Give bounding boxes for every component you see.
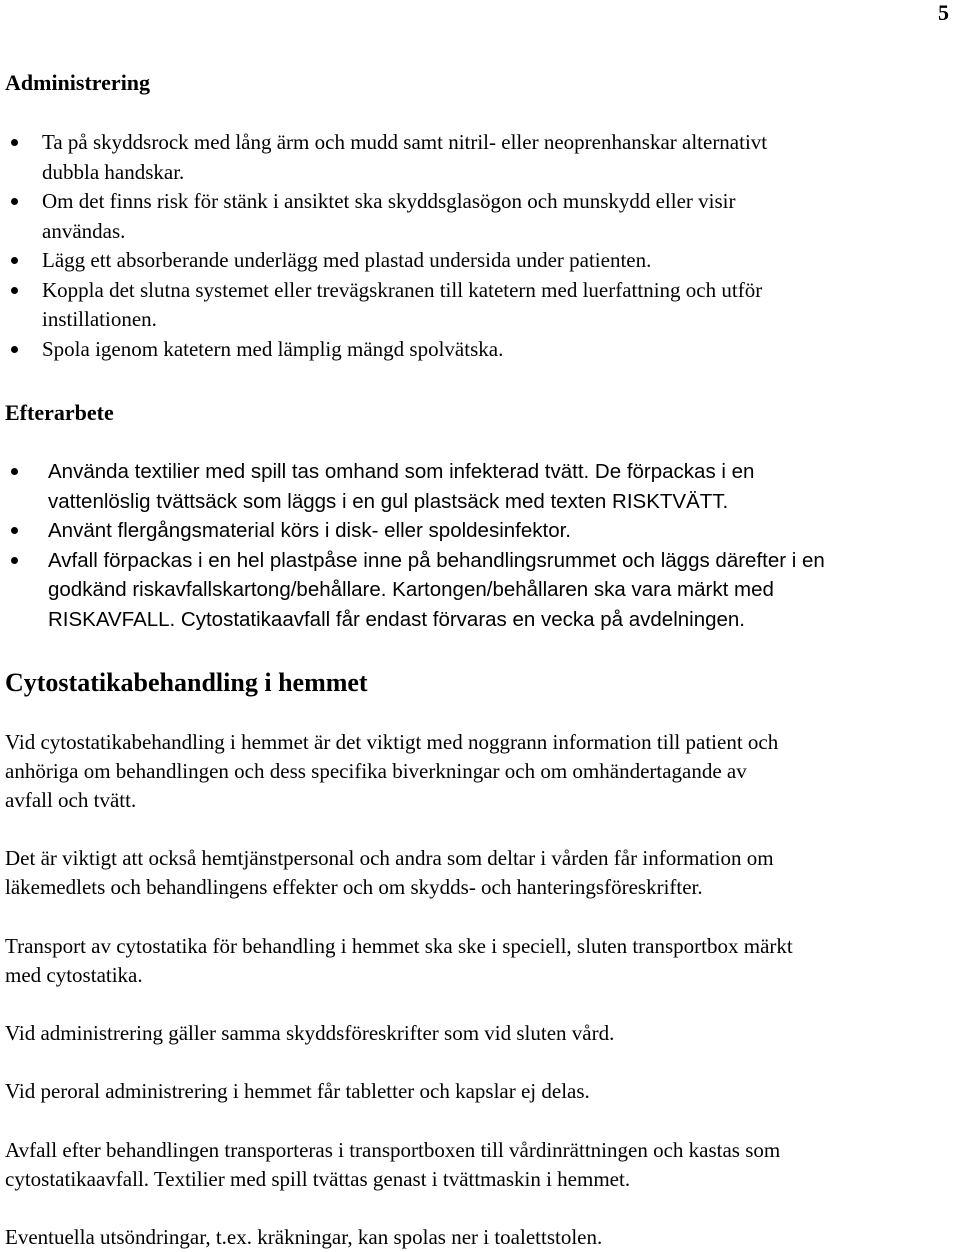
section-heading-administrering: Administrering [5, 70, 151, 95]
administrering-list [42, 128, 942, 364]
list-item-line: Använt flergångsmaterial körs i disk- eller spoldesinfektor. [48, 519, 571, 542]
list-item [42, 187, 942, 246]
list-item [48, 546, 948, 635]
list-item [42, 335, 942, 365]
paragraph [5, 728, 955, 815]
list-item-line: vattenlöslig tvättsäck som läggs i en gul plastsäck med texten RISKTVÄTT. [48, 489, 729, 513]
paragraph-line: Avfall efter behandlingen transporteras i transportboxen till vårdinrättningen och kastas som [5, 1138, 781, 1162]
paragraph-line: Vid cytostatikabehandling i hemmet är det viktigt med noggrann information till patient och [5, 730, 779, 754]
paragraph-line: cytostatikaavfall. Textilier med spill tvättas genast i tvättmaskin i hemmet. [5, 1167, 631, 1191]
paragraph-line: avfall och tvätt. [5, 788, 137, 812]
paragraph-line: Eventuella utsöndringar, t.ex. kräkningar, kan spolas ner i toalettstolen. [5, 1225, 603, 1249]
bullet-icon [11, 346, 18, 353]
bullet-icon [11, 139, 18, 146]
list-item [42, 276, 942, 335]
list-item-line: Lägg ett absorberande underlägg med plastad undersida under patienten. [42, 248, 652, 272]
page-number: 5 [938, 0, 949, 25]
paragraph [5, 1136, 955, 1194]
list-item-line: instillationen. [42, 307, 157, 331]
list-item-line: användas. [42, 218, 126, 243]
section-heading-hemmet: Cytostatikabehandling i hemmet [5, 668, 368, 697]
list-item-line: Ta på skyddsrock med lång ärm och mudd samt nitril- eller neoprenhanskar alternativt [42, 130, 768, 154]
list-item-line: Använda textilier med spill tas omhand som infekterad tvätt. De förpackas i en [48, 460, 755, 483]
bullet-icon [11, 468, 18, 475]
list-item [42, 128, 942, 187]
list-item [48, 457, 948, 516]
list-item-line: Spola igenom katetern med lämplig mängd spolvätska. [42, 336, 504, 361]
list-item-line: dubbla handskar. [42, 159, 185, 184]
bullet-icon [11, 198, 18, 205]
paragraph-line: Det är viktigt att också hemtjänstpersonal och andra som deltar i vården får information om [5, 846, 774, 870]
paragraph-line: Vid peroral administrering i hemmet får tabletter och kapslar ej delas. [5, 1079, 590, 1103]
bullet-icon [11, 527, 18, 534]
bullet-icon [11, 557, 18, 564]
paragraph [5, 1077, 955, 1106]
list-item-line: Om det finns risk för stänk i ansiktet ska skyddsglasögon och munskydd eller visir [42, 189, 736, 213]
list-item-line: RISKAVFALL. Cytostatikaavfall får endast förvaras en vecka på avdelningen. [48, 607, 745, 631]
bullet-icon [11, 257, 18, 264]
list-item [42, 246, 942, 276]
paragraph [5, 932, 955, 990]
bullet-icon [11, 287, 18, 294]
paragraph-line: med cytostatika. [5, 963, 143, 987]
paragraph [5, 844, 955, 902]
paragraph-line: läkemedlets och behandlingens effekter och om skydds- och hanteringsföreskrifter. [5, 875, 703, 899]
list-item [48, 516, 948, 546]
list-item-line: Avfall förpackas i en hel plastpåse inne på behandlingsrummet och läggs därefter i en [48, 548, 825, 572]
efterarbete-list [48, 457, 948, 634]
list-item-line: Koppla det slutna systemet eller trevägskranen till katetern med luerfattning och utför [42, 277, 763, 302]
paragraph-line: anhöriga om behandlingen och dess specifika biverkningar och om omhändertagande av [5, 759, 747, 783]
paragraph [5, 1223, 955, 1252]
paragraph [5, 1019, 955, 1048]
list-item-line: godkänd riskavfallskartong/behållare. Kartongen/behållaren ska vara märkt med [48, 578, 774, 601]
section-heading-efterarbete: Efterarbete [5, 400, 114, 425]
paragraph-line: Vid administrering gäller samma skyddsföreskrifter som vid sluten vård. [5, 1021, 615, 1045]
paragraph-line: Transport av cytostatika för behandling i hemmet ska ske i speciell, sluten transportbox märkt [5, 934, 793, 958]
